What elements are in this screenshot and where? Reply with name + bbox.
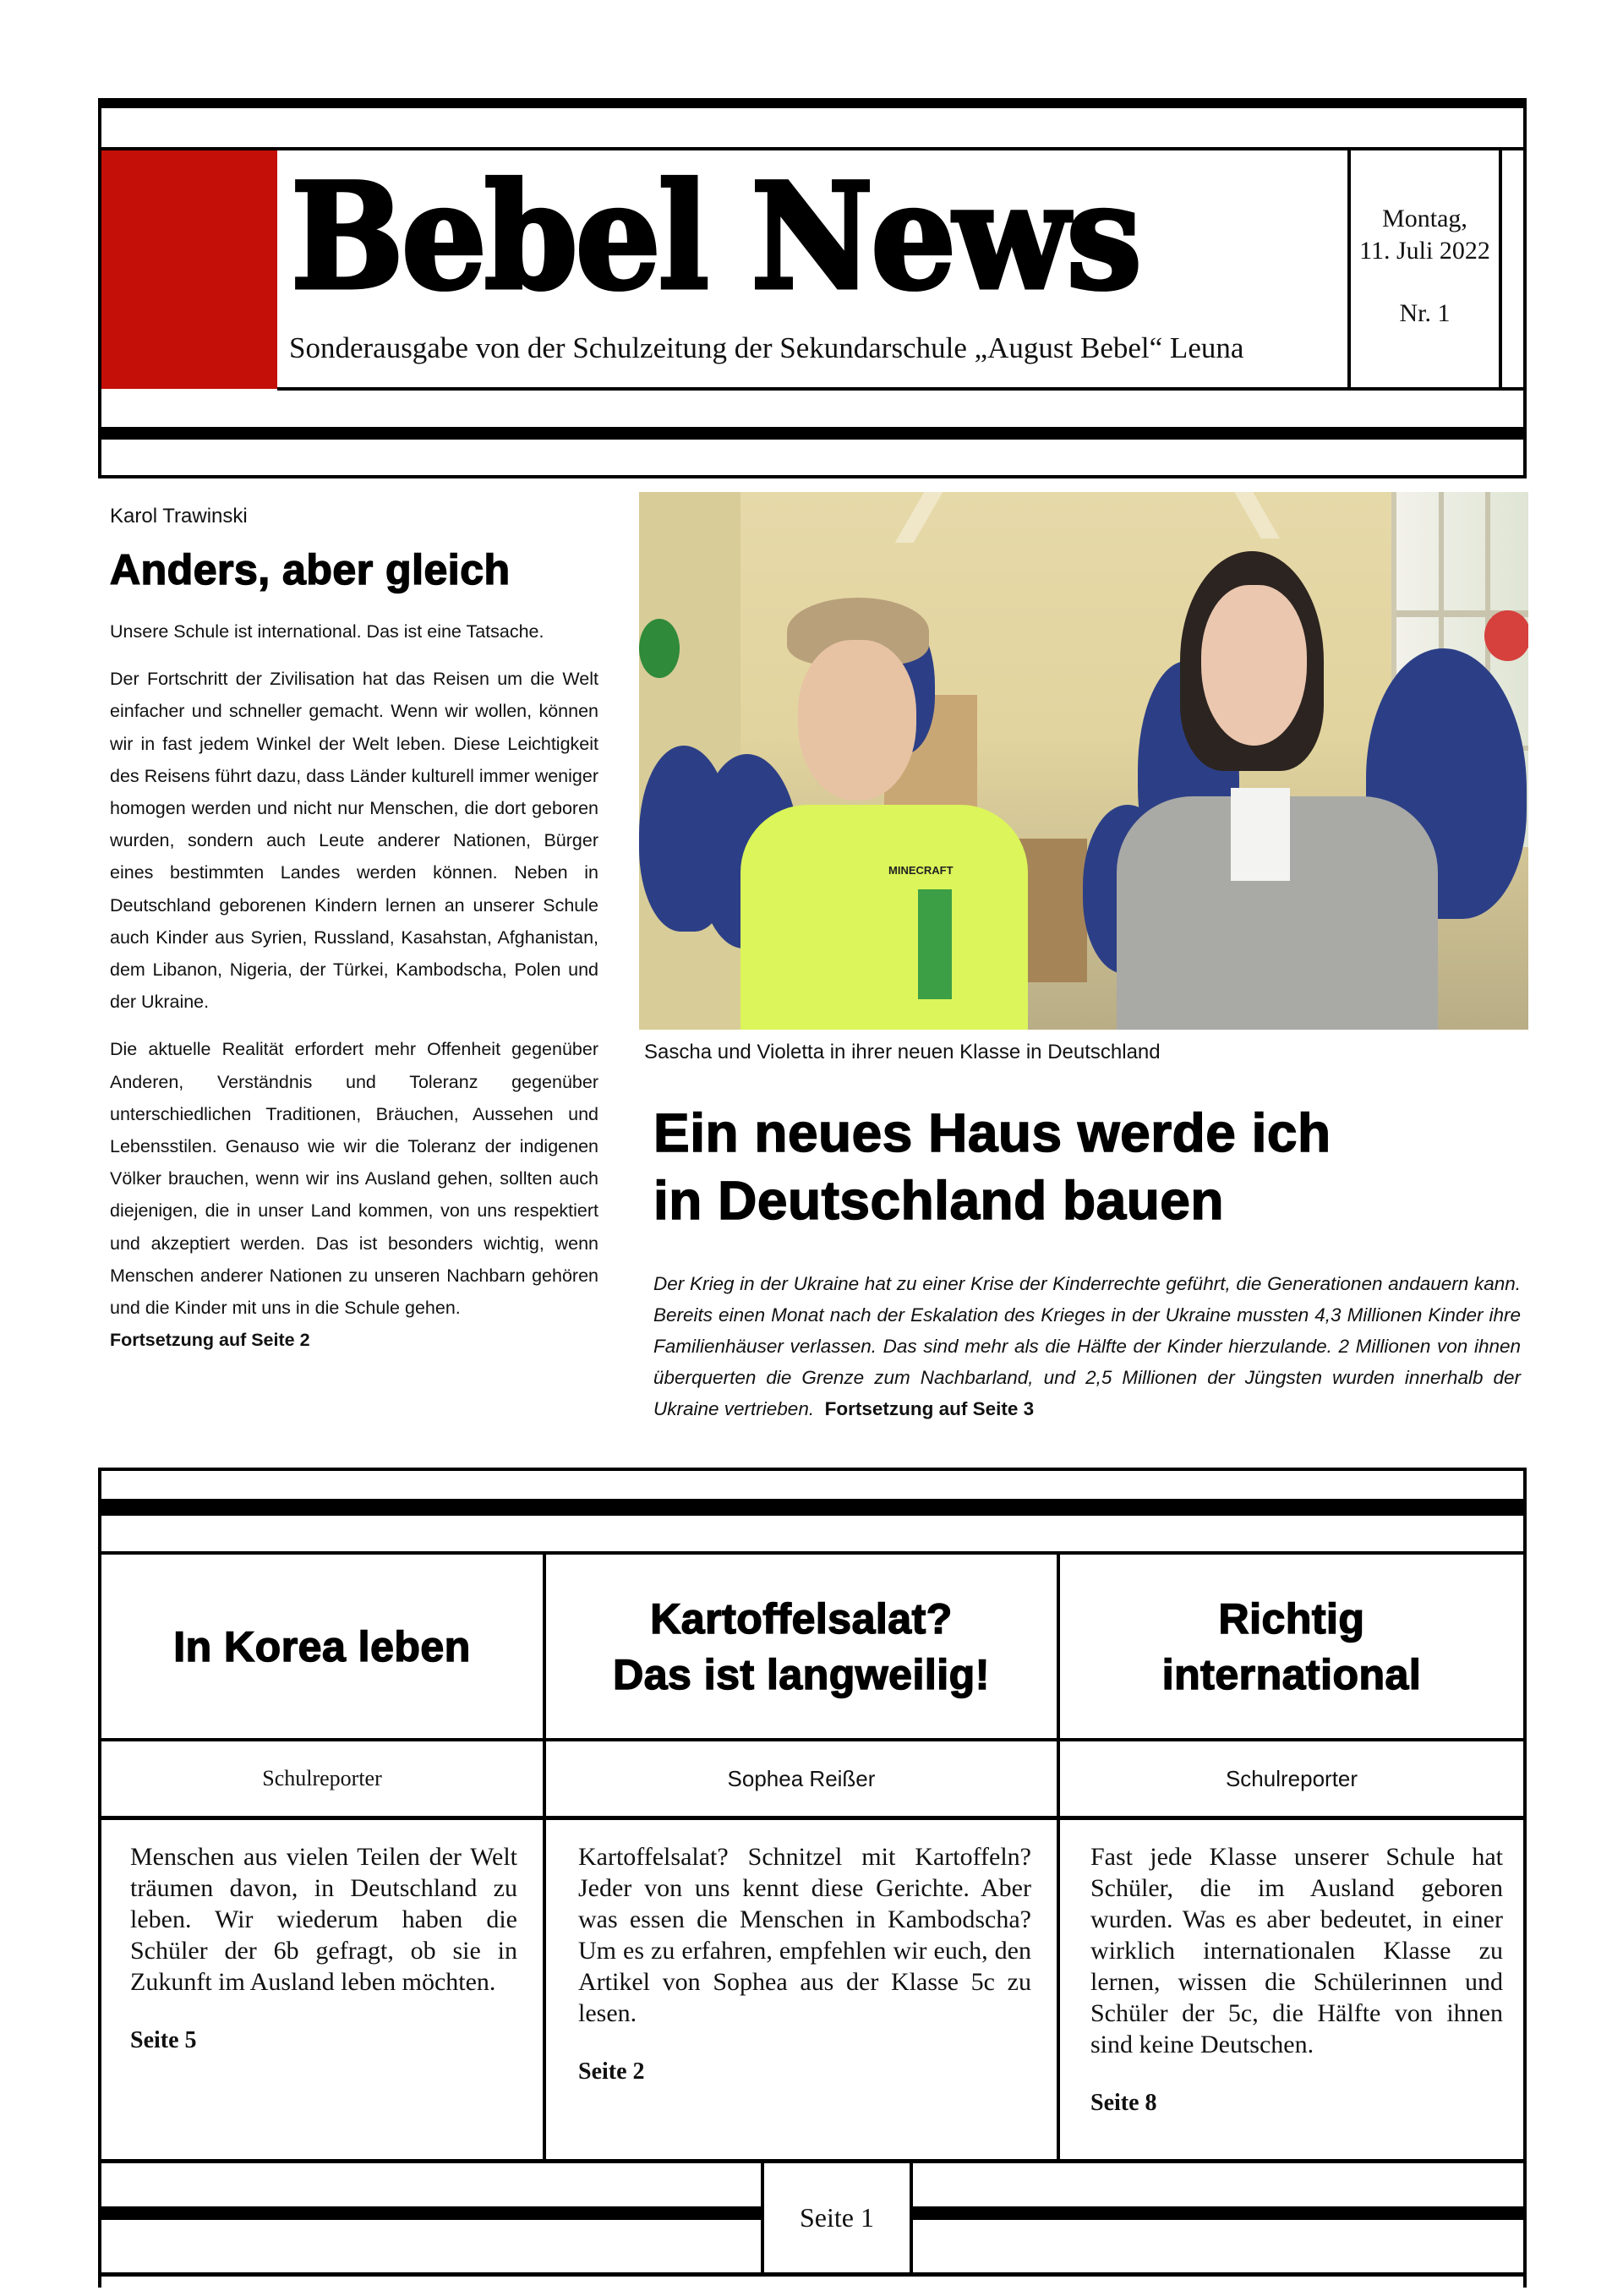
masthead-thick-rule bbox=[98, 427, 1527, 440]
issue-date bbox=[1351, 203, 1499, 267]
footer-bottom-rule bbox=[98, 2272, 1527, 2277]
newspaper-title: Bebel News bbox=[291, 150, 1139, 322]
photo-girl-face bbox=[1201, 585, 1307, 746]
footer-rule bbox=[911, 2206, 1527, 2220]
lead-text: Der Krieg in der Ukraine hat zu einer Krise der Kinderrechte geführt, die Generationen andauern kann. Bereits einen Monat nach der Eskalation des Krieges in der Ukraine mussten 4,3 Millionen Kinder ihre Familienhäuser verlassen. Das sind mehr als die Hälfte der Kinder hierzulande. 2 Millionen von ihnen überquerten die Grenze zum Nachbarland, und 2,5 Millionen der Jüngsten wurden innerhalb der Ukraine vertrieben. bbox=[653, 1273, 1521, 1419]
article-photo bbox=[639, 492, 1528, 1030]
teaser-page-link[interactable]: Seite 8 bbox=[1090, 2090, 1157, 2116]
issue-date-value: 11. Juli 2022 bbox=[1359, 237, 1490, 265]
teaser-thick-rule bbox=[98, 1499, 1527, 1516]
teaser-headline[interactable] bbox=[1060, 1555, 1523, 1738]
teaser-byline: Schulreporter bbox=[262, 1766, 382, 1790]
article-paragraph: Unsere Schule ist international. Das ist eine Tatsache. bbox=[110, 621, 544, 642]
page-number: Seite 1 bbox=[761, 2161, 913, 2274]
article-lead bbox=[653, 1268, 1521, 1424]
masthead-divider bbox=[1499, 150, 1502, 389]
teaser-byline: Sophea Reißer bbox=[727, 1765, 876, 1791]
teaser-headline-line: Kartoffelsalat? bbox=[650, 1594, 953, 1643]
teaser-text: Menschen aus vielen Teilen der Welt träumen davon, in Deutschland zu leben. Wir wiederum haben die Schüler der 6b gefragt, ob sie in Zukunft im Ausland leben möchten. bbox=[130, 1843, 517, 1996]
teaser-body bbox=[130, 1841, 517, 2055]
teaser-text: Fast jede Klasse unserer Schule hat Schüler, die im Ausland geboren wurden. Was es aber bedeutet, in einer wirklich internationalen Klasse zu lernen, wissen die Schülerinnen und Schüler der 5c, die Hälfte von ihnen sind keine Deutschen. bbox=[1090, 1843, 1503, 2058]
article-paragraph: Die aktuelle Realität erfordert mehr Offenheit gegenüber Anderen, Verständnis und Toleranz gegenüber unterschiedlichen Traditionen, Bräuchen, Aussehen und Lebensstilen. Genauso wie wir die Toleranz der indigenen Völker brauchen, wenn wir ins Ausland gehen, sollten auch diejenigen, die in unser Land kommen, von uns respektiert und akzeptiert werden. Das ist besonders wichtig, wenn Menschen anderer Nationen zu unseren Nachbarn gehören und die Kinder mit uns in die Schule gehen. bbox=[110, 1039, 598, 1319]
headline-line: in Deutschland bauen bbox=[653, 1170, 1224, 1231]
issue-number: Nr. 1 bbox=[1399, 299, 1451, 327]
teaser-headline[interactable] bbox=[546, 1555, 1057, 1738]
footer-rule bbox=[98, 2206, 762, 2220]
photo-sign bbox=[639, 619, 680, 678]
article-paragraph: Der Fortschritt der Zivilisation hat das Reisen um die Welt einfacher und schneller gemacht. Wenn wir wollen, können wir in fast jedem Winkel der Welt leben. Diese Leichtigkeit des Reisens führt dazu, dass Länder kulturell immer weniger homogen werden und nicht nur Menschen, die dort geboren wurden, sondern auch Leute anderer Nationen, Bürger eines bestimmten Landes werden können. Neben in Deutschland geborenen Kindern lernen an unserer Schule auch Kinder aus Syrien, Russland, Kasahstan, Afghanistan, dem Libanon, Nigeria, der Türkei, Kambodscha, Polen und der Ukraine. bbox=[110, 669, 598, 1013]
teaser-headline-line: Richtig bbox=[1218, 1594, 1365, 1643]
continuation-link[interactable]: Fortsetzung auf Seite 2 bbox=[110, 1330, 310, 1351]
photo-beam bbox=[895, 492, 943, 543]
teaser-text: Kartoffelsalat? Schnitzel mit Kartoffeln? Jeder von uns kennt diese Gerichte. Aber was essen die Menschen in Kambodscha? Um es zu erfahren, empfehlen wir euch, den Artikel von Sophea aus der Klasse 5c zu lesen. bbox=[578, 1843, 1031, 2027]
article-headline: Anders, aber gleich bbox=[110, 546, 511, 593]
masthead-top-rule bbox=[98, 98, 1527, 108]
article-headline-ukraine bbox=[653, 1099, 1524, 1234]
teaser-headline-line: In Korea leben bbox=[173, 1622, 471, 1670]
teaser-body bbox=[1090, 1841, 1503, 2118]
issue-weekday: Montag, bbox=[1382, 205, 1467, 232]
article-author: Karol Trawinski bbox=[110, 505, 248, 528]
photo-shirt-text: MINECRAFT bbox=[888, 864, 954, 877]
photo-girl-shirt bbox=[1231, 788, 1290, 881]
newspaper-subtitle: Sonderausgabe von der Schulzeitung der Sekundarschule „August Bebel“ Leuna bbox=[289, 331, 1244, 364]
masthead-red-block bbox=[101, 150, 277, 389]
teaser-rule bbox=[98, 1816, 1527, 1820]
continuation-link[interactable]: Fortsetzung auf Seite 3 bbox=[824, 1398, 1035, 1419]
teaser-body bbox=[578, 1841, 1031, 2086]
teaser-headline-line: Das ist langweilig! bbox=[613, 1650, 990, 1698]
teaser-headline-line: international bbox=[1161, 1650, 1422, 1698]
teaser-headline[interactable] bbox=[101, 1555, 543, 1738]
teaser-page-link[interactable]: Seite 2 bbox=[578, 2058, 645, 2085]
teaser-page-link[interactable]: Seite 5 bbox=[130, 2027, 197, 2053]
teaser-byline: Schulreporter bbox=[1225, 1765, 1358, 1791]
masthead-divider bbox=[1347, 150, 1351, 389]
photo-creeper-print bbox=[918, 889, 952, 999]
photo-sign bbox=[1484, 610, 1528, 661]
photo-caption: Sascha und Violetta in ihrer neuen Klasse in Deutschland bbox=[644, 1041, 1161, 1063]
photo-boy-hoodie bbox=[740, 805, 1028, 1030]
photo-boy-face bbox=[798, 640, 916, 801]
headline-line: Ein neues Haus werde ich bbox=[653, 1102, 1331, 1163]
masthead-rule bbox=[277, 387, 1527, 391]
photo-beam bbox=[1234, 492, 1280, 538]
article-anders-aber-gleich bbox=[110, 504, 598, 1353]
